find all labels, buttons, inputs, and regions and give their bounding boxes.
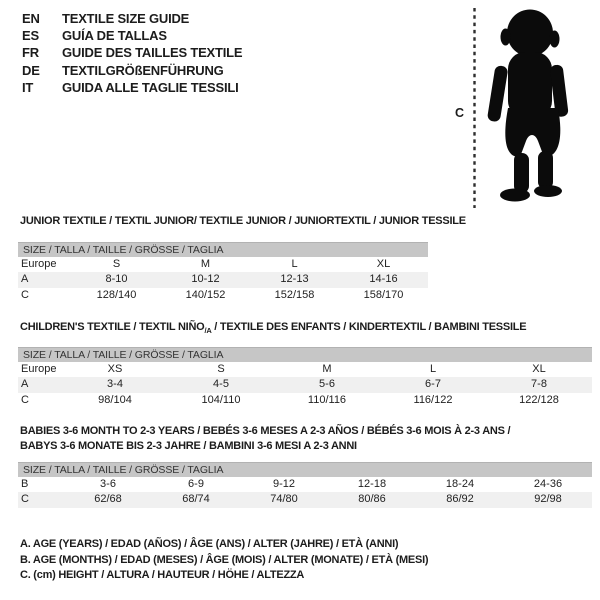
language-code: EN [22, 11, 40, 27]
table-cell: 5-6 [319, 378, 335, 391]
table-cell: 98/104 [98, 393, 132, 406]
table-cell: 68/74 [182, 493, 210, 506]
footnote-a: A. AGE (YEARS) / EDAD (AÑOS) / ÂGE (ANS) / ALTER (JAHRE) / ETÀ (ANNI) [20, 538, 399, 550]
table-cell: 80/86 [358, 493, 386, 506]
table-row [18, 377, 592, 392]
table-cell: S [217, 363, 225, 375]
table-header: SIZE / TALLA / TAILLE / GRÖSSE / TAGLIA [18, 462, 592, 477]
table-cell: M [322, 363, 332, 375]
heading-text: CHILDREN'S TEXTILE / TEXTIL NIÑO [20, 321, 205, 333]
table-cell: 7-8 [531, 378, 547, 391]
table-cell: 10-12 [191, 273, 220, 286]
language-row [22, 79, 242, 96]
language-code: DE [22, 62, 40, 78]
language-title: TEXTILE SIZE GUIDE [62, 11, 190, 27]
table-cell: 8-10 [105, 273, 128, 286]
section-heading-children [20, 321, 526, 334]
table-cell: 14-16 [369, 273, 398, 286]
table-row [18, 272, 428, 287]
heading-text: / TEXTILE DES ENFANTS / KINDERTEXTIL / BAMBINI TESSILE [211, 321, 527, 333]
children-size-table [18, 347, 592, 408]
table-cell: 92/98 [534, 493, 562, 506]
section-heading-babies [20, 424, 510, 454]
language-row [22, 27, 242, 44]
table-cell: 104/110 [201, 393, 241, 406]
row-label: C [21, 493, 29, 506]
table-cell: 86/92 [446, 493, 474, 506]
language-list [22, 10, 242, 96]
row-label: A [21, 273, 29, 286]
table-cell: 158/170 [363, 288, 404, 301]
table-header: SIZE / TALLA / TAILLE / GRÖSSE / TAGLIA [18, 347, 592, 362]
language-row [22, 62, 242, 79]
footnote-b: B. AGE (MONTHS) / EDAD (MESES) / ÂGE (MOIS) / ALTER (MONATE) / ETÀ (MESI) [20, 553, 429, 566]
row-label: C [21, 288, 29, 301]
table-cell: L [291, 258, 298, 270]
table-cell: 12-13 [280, 273, 309, 286]
table-row [18, 477, 592, 492]
row-label: B [21, 478, 29, 490]
table-cell: 12-18 [357, 478, 387, 490]
babies-size-table [18, 462, 592, 508]
table-cell: M [200, 258, 211, 270]
language-title: GUIDE DES TAILLES TEXTILE [62, 45, 243, 61]
table-cell: 62/68 [94, 493, 122, 506]
footnote-c: C. (cm) HEIGHT / ALTURA / HAUTEUR / HÖHE / ALTEZZA [20, 569, 305, 582]
table-cell: 140/152 [185, 288, 226, 301]
row-label: Europe [21, 363, 57, 375]
language-code: FR [22, 45, 39, 61]
height-measure-dashed-line [472, 8, 477, 208]
language-title: GUIDA ALLE TAGLIE TESSILI [62, 79, 239, 95]
table-cell: XS [107, 363, 123, 375]
table-cell: 152/158 [274, 288, 315, 301]
table-cell: 116/122 [413, 393, 453, 406]
heading-line: BABIES 3-6 MONTH TO 2-3 YEARS / BEBÉS 3-6 MESES A 2-3 AÑOS / BÉBÉS 3-6 MOIS À 2-3 ANS / [20, 425, 511, 437]
row-label: C [21, 393, 29, 406]
table-cell: 122/128 [519, 393, 559, 406]
table-row [18, 492, 592, 507]
language-row [22, 44, 242, 61]
language-title: GUÍA DE TALLAS [62, 28, 167, 44]
height-measure-label: C [455, 106, 465, 120]
table-cell: 4-5 [213, 378, 229, 391]
table-cell: 74/80 [270, 493, 298, 506]
table-cell: 3-6 [100, 478, 116, 490]
heading-subscript: /A [204, 325, 212, 335]
junior-size-table [18, 242, 428, 303]
table-row [18, 362, 592, 377]
language-code: IT [22, 79, 34, 95]
table-row [18, 393, 592, 408]
language-code: ES [22, 28, 39, 44]
table-row [18, 288, 428, 303]
table-cell: 9-12 [272, 478, 296, 490]
language-title: TEXTILGRÖßENFÜHRUNG [62, 62, 224, 78]
table-cell: XL [532, 363, 546, 375]
row-label: Europe [21, 258, 57, 270]
heading-line: BABYS 3-6 MONATE BIS 2-3 JAHRE / BAMBINI 3-6 MESI A 2-3 ANNI [20, 440, 357, 452]
baby-silhouette-icon [486, 8, 578, 206]
table-cell: 18-24 [445, 478, 475, 490]
table-cell: S [112, 258, 121, 270]
table-cell: XL [376, 258, 391, 270]
table-row [18, 257, 428, 272]
table-cell: 6-7 [425, 378, 441, 391]
footnotes [20, 537, 428, 584]
row-label: A [21, 378, 29, 391]
language-row [22, 10, 242, 27]
table-cell: 110/116 [307, 393, 347, 406]
section-heading-junior: JUNIOR TEXTILE / TEXTIL JUNIOR/ TEXTILE JUNIOR / JUNIORTEXTIL / JUNIOR TESSILE [20, 215, 466, 227]
table-cell: 3-4 [107, 378, 123, 391]
table-cell: 6-9 [188, 478, 204, 490]
table-cell: 24-36 [533, 478, 563, 490]
table-cell: 128/140 [96, 288, 137, 301]
table-header: SIZE / TALLA / TAILLE / GRÖSSE / TAGLIA [18, 242, 428, 257]
table-cell: L [429, 363, 437, 375]
